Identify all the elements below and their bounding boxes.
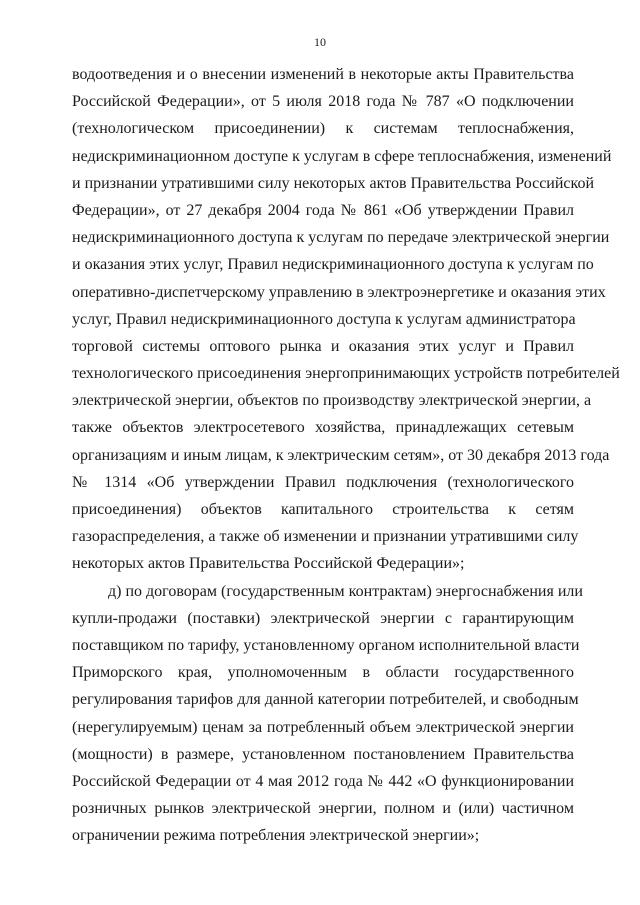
text-line: водоотведения и о внесении изменений в некоторые акты Правительства xyxy=(72,66,574,83)
text-line: организациям и иным лицам, к электрическим сетям», от 30 декабря 2013 года xyxy=(72,446,610,464)
text-line: электрической энергии, объектов по производству электрической энергии, а xyxy=(72,392,592,410)
text-line: (нерегулируемым) ценам за потребленный объем электрической энергии xyxy=(72,718,574,736)
text-line: поставщиком по тарифу, установленному органом исполнительной власти xyxy=(72,636,580,654)
text-line: Федерации», от 27 декабря 2004 года № 861 «Об утверждении Правил xyxy=(72,201,574,219)
text-line: и признании утратившими силу некоторых актов Правительства Российской xyxy=(72,174,595,192)
text-line: оперативно-диспетчерскому управлению в электроэнергетике и оказания этих xyxy=(72,283,606,301)
text-line: Российской Федерации», от 5 июля 2018 года № 787 «О подключении xyxy=(72,93,574,111)
text-line: регулирования тарифов для данной категории потребителей, и свободным xyxy=(72,691,579,709)
document-body xyxy=(72,61,620,849)
text-line: некоторых актов Правительства Российской Федерации»; xyxy=(72,555,465,573)
text-line: недискриминационного доступа к услугам по передаче электрической энергии xyxy=(72,229,610,247)
text-line: д) по договорам (государственным контрактам) энергоснабжения или xyxy=(108,582,583,600)
text-line: (технологическом присоединении) к системам теплоснабжения, xyxy=(72,120,574,138)
text-line: газораспределения, а также об изменении и признании утратившими силу xyxy=(72,528,579,546)
text-line: недискриминационном доступе к услугам в сфере теплоснабжения, изменений xyxy=(72,147,612,165)
text-line: и оказания этих услуг, Правил недискриминационного доступа к услугам по xyxy=(72,256,594,274)
text-line: присоединения) объектов капитального строительства к сетям xyxy=(72,501,574,518)
text-line: розничных рынков электрической энергии, полном и (или) частичном xyxy=(72,800,574,818)
text-line: купли-продажи (поставки) электрической энергии с гарантирующим xyxy=(72,609,574,627)
text-line: ограничении режима потребления электрической энергии»; xyxy=(72,827,480,845)
text-line: также объектов электросетевого хозяйства, принадлежащих сетевым xyxy=(72,419,574,437)
text-line: технологического присоединения энергопринимающих устройств потребителей xyxy=(72,365,620,383)
text-line: услуг, Правил недискриминационного доступа к услугам администратора xyxy=(72,310,576,328)
text-line: торговой системы оптового рынка и оказания этих услуг и Правил xyxy=(72,337,574,355)
page-number: 10 xyxy=(314,35,326,49)
text-line: № 1314 «Об утверждении Правил подключения (технологического xyxy=(72,473,574,491)
text-line: Российской Федерации от 4 мая 2012 года № 442 «О функционировании xyxy=(72,772,574,790)
text-line: (мощности) в размере, установленном постановлением Правительства xyxy=(72,745,574,763)
text-line: Приморского края, уполномоченным в области государственного xyxy=(72,664,574,682)
